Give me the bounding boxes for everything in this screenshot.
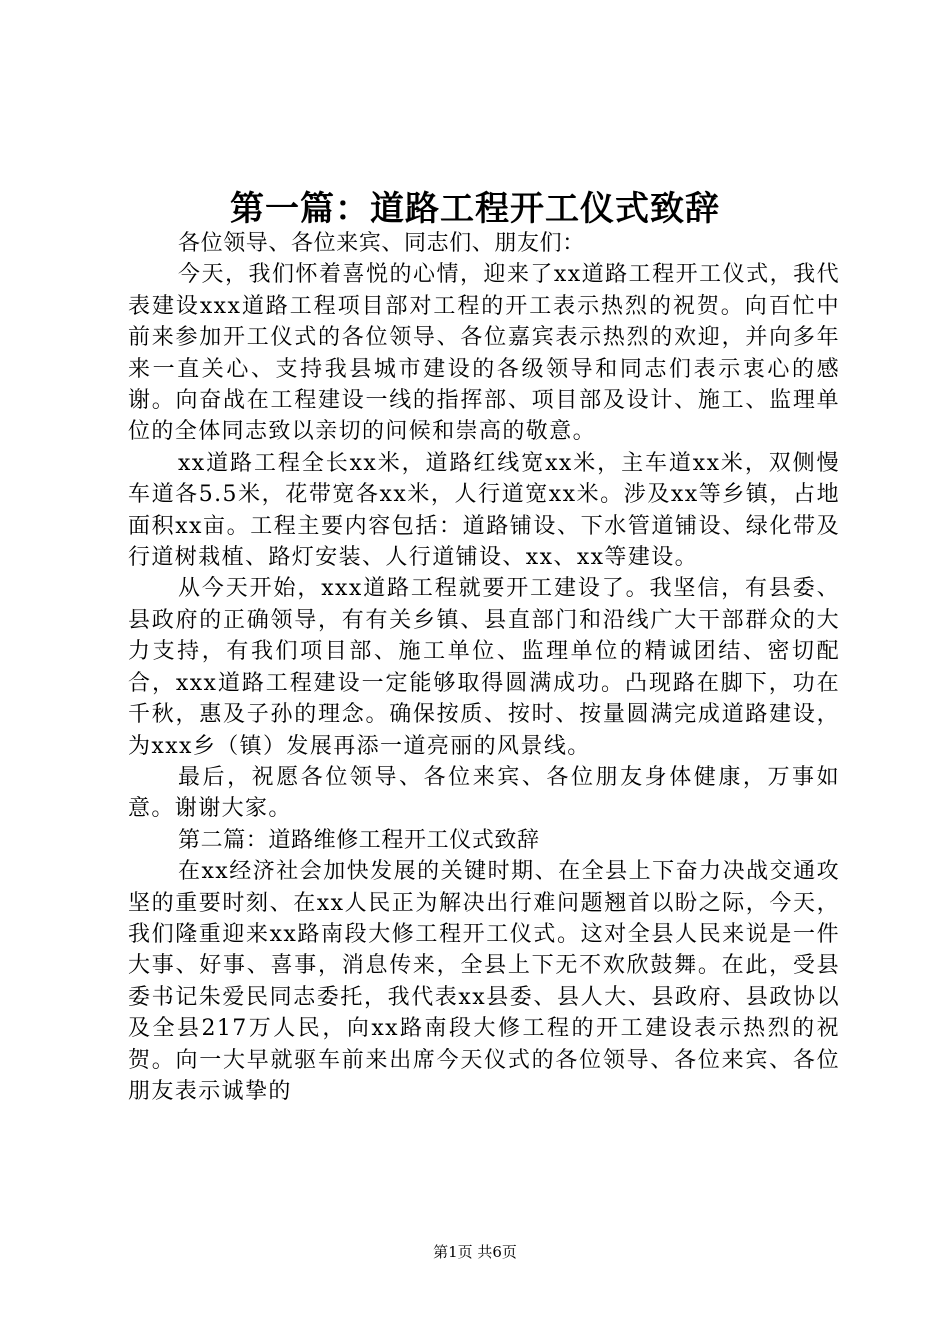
document-title: 第一篇：道路工程开工仪式致辞 bbox=[230, 189, 720, 229]
body-paragraph: xx道路工程全长xx米，道路红线宽xx米，主车道xx米，双侧慢车道各5.5米，花带宽各xx米，人行道宽xx米。涉及xx等乡镇，占地面积xx亩。工程主要内容包括：道路铺设、下水管道铺设、绿化带及行道树栽植、路灯安装、人行道铺设、xx、xx等建设。 bbox=[128, 450, 840, 571]
body-paragraph: 在xx经济社会加快发展的关键时期、在全县上下奋力决战交通攻坚的重要时刻、在xx人民正为解决出行难问题翘首以盼之际，今天，我们隆重迎来xx路南段大修工程开工仪式。这对全县人民来说是一件大事、好事、喜事，消息传来，全县上下无不欢欣鼓舞。在此，受县委书记朱爱民同志委托，我代表xx县委、县人大、县政府、县政协以及全县217万人民，向xx路南段大修工程的开工建设表示热烈的祝贺。向一大早就驱车前来出席今天仪式的各位领导、各位来宾、各位朋友表示诚挚的 bbox=[128, 859, 840, 1104]
page-footer: 第1页 共6页 bbox=[433, 1243, 517, 1261]
body-paragraph: 最后，祝愿各位领导、各位来宾、各位朋友身体健康，万事如意。谢谢大家。 bbox=[128, 764, 840, 822]
body-paragraph: 从今天开始，xxx道路工程就要开工建设了。我坚信，有县委、县政府的正确领导，有有关乡镇、县直部门和沿线广大干部群众的大力支持，有我们项目部、施工单位、监理单位的精诚团结、密切配合，xxx道路工程建设一定能够取得圆满成功。凸现路在脚下，功在千秋，惠及子孙的理念。确保按质、按时、按量圆满完成道路建设，为xxx乡（镇）发展再添一道亮丽的风景线。 bbox=[128, 576, 840, 759]
body-paragraph: 今天，我们怀着喜悦的心情，迎来了xx道路工程开工仪式，我代表建设xxx道路工程项目部对工程的开工表示热烈的祝贺。向百忙中前来参加开工仪式的各位领导、各位嘉宾表示热烈的欢迎，并向多年来一直关心、支持我县城市建设的各级领导和同志们表示衷心的感谢。向奋战在工程建设一线的指挥部、项目部及设计、施工、监理单位的全体同志致以亲切的问候和崇高的敬意。 bbox=[128, 262, 840, 445]
document-body bbox=[128, 228, 840, 1107]
section-heading: 第二篇：道路维修工程开工仪式致辞 bbox=[178, 827, 540, 853]
salutation-paragraph: 各位领导、各位来宾、同志们、朋友们： bbox=[178, 231, 585, 256]
